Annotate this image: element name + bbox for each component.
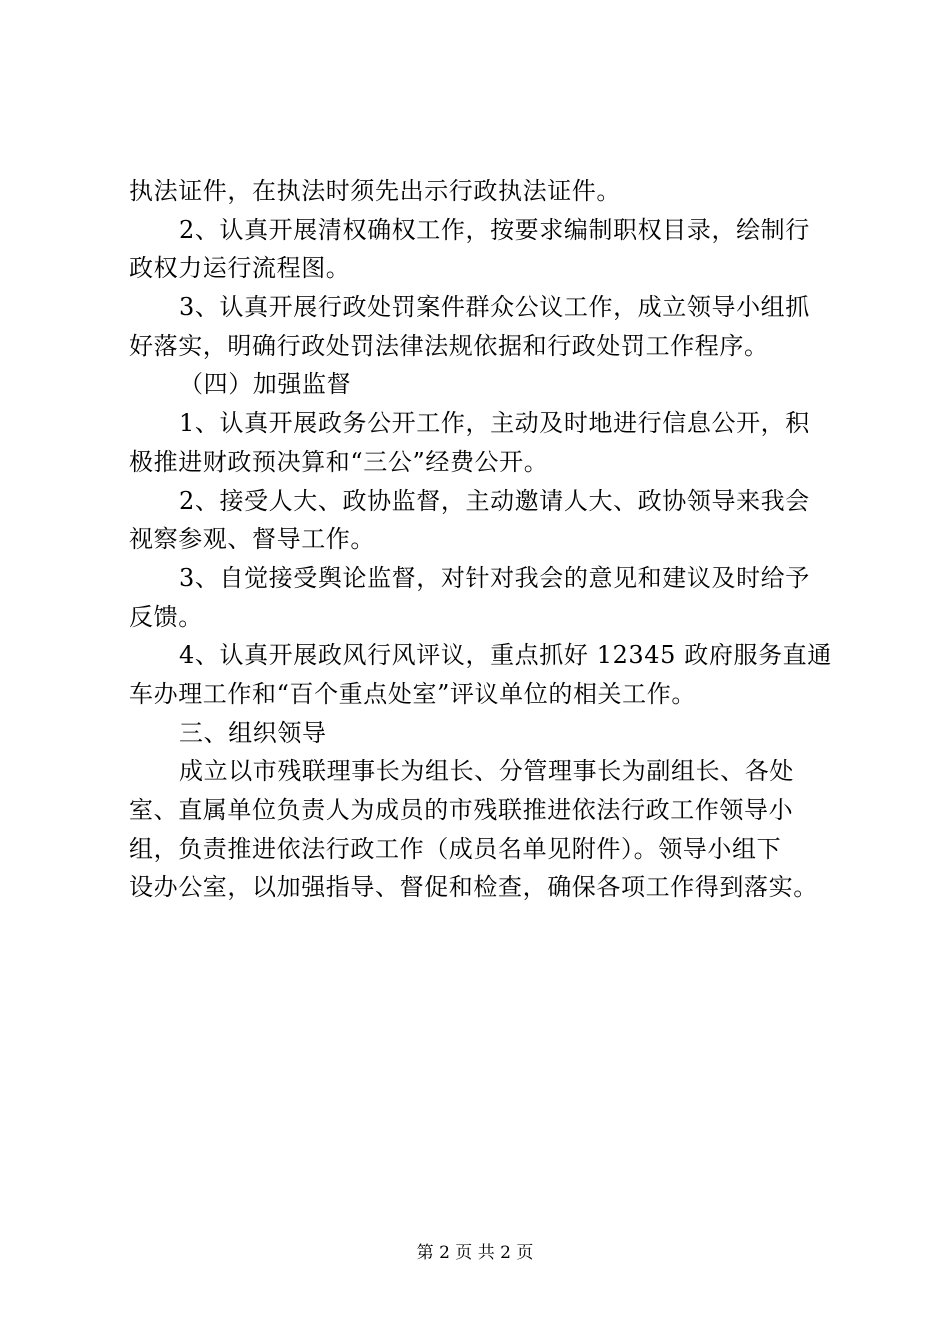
text-line: 3、自觉接受舆论监督，对针对我会的意见和建议及时给予 (179, 563, 810, 592)
document-body (129, 172, 841, 907)
text-line: 2、接受人大、政协监督，主动邀请人大、政协领导来我会 (179, 486, 810, 515)
text-line: 车办理工作和“百个重点处室”评议单位的相关工作。 (129, 679, 696, 708)
text-line: 政权力运行流程图。 (129, 254, 351, 283)
text-line: 反馈。 (129, 602, 203, 631)
page-footer (0, 1241, 950, 1265)
text-line: 极推进财政预决算和“三公”经费公开。 (129, 447, 549, 476)
text-line: 成立以市残联理事长为组长、分管理事长为副组长、各处 (179, 757, 794, 786)
text-line: 2、认真开展清权确权工作，按要求编制职权目录，绘制行 (179, 215, 810, 244)
page-number-label: 第 2 页 共 2 页 (416, 1243, 534, 1263)
section-heading: 三、组织领导 (179, 718, 327, 747)
text-line: 执法证件，在执法时须先出示行政执法证件。 (129, 177, 621, 205)
text-line: 设办公室，以加强指导、督促和检查，确保各项工作得到落实。 (129, 873, 818, 902)
text-line: 1、认真开展政务公开工作，主动及时地进行信息公开，积 (179, 409, 810, 438)
text-line: 4、认真开展政风行风评议，重点抓好 12345 政府服务直通 (179, 641, 832, 670)
text-line: 3、认真开展行政处罚案件群众公议工作，成立领导小组抓 (179, 293, 810, 322)
section-heading: （四）加强监督 (179, 370, 352, 399)
text-line: 好落实，明确行政处罚法律法规依据和行政处罚工作程序。 (129, 331, 769, 360)
text-line: 室、直属单位负责人为成员的市残联推进依法行政工作领导小 (129, 796, 794, 824)
text-line: 组，负责推进依法行政工作（成员名单见附件）。领导小组下 (129, 834, 782, 863)
text-line: 视察参观、督导工作。 (129, 525, 375, 554)
